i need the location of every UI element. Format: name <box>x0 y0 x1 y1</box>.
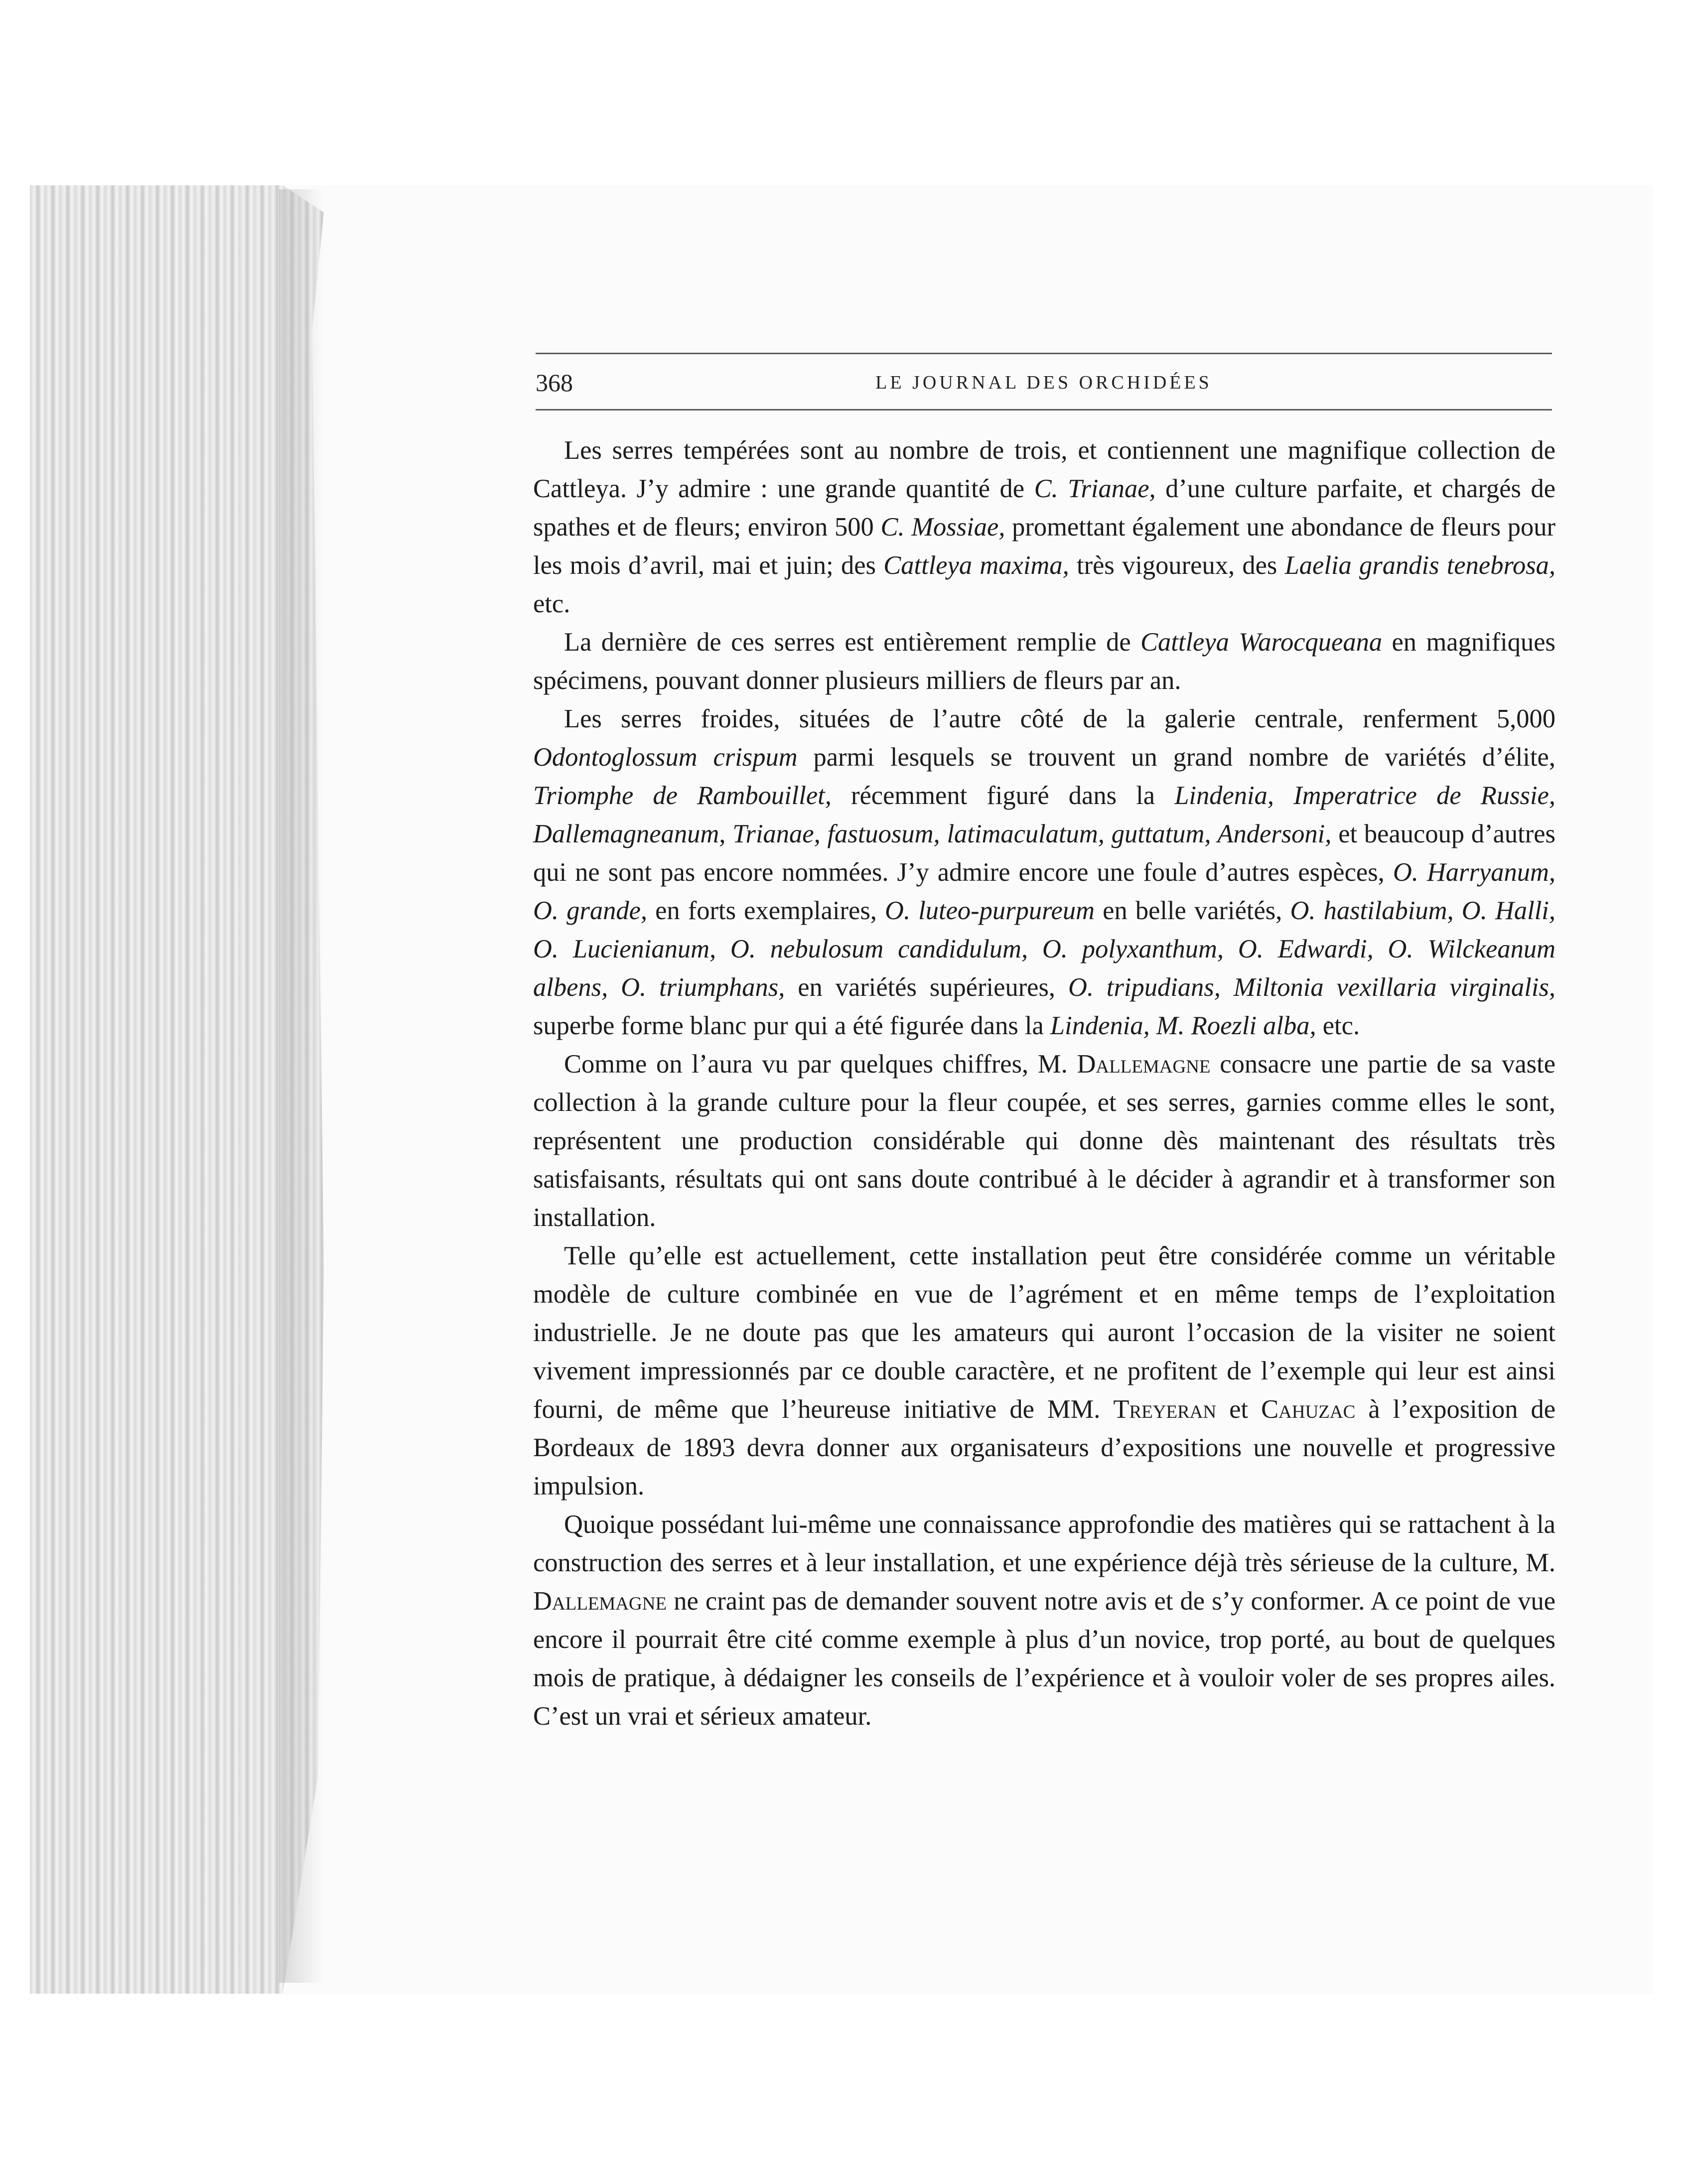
person-name: Cahuzac <box>1261 1395 1356 1424</box>
text-run: etc. <box>533 589 570 618</box>
person-name: Dallemagne <box>1077 1050 1211 1079</box>
text-run: Comme on l’aura vu par quelques chiffres, M. <box>564 1050 1077 1079</box>
text-run: ne craint pas de demander souvent notre avis et de s’y conformer. A ce point de vue encore il pourrait être cité comme exemple à plus d’un novice, trop porté, au bout de quelques mois de pratique, à dédaigner les conseils de l’expérience et à vouloir voler de ses propres ailes. C’est un vrai et sérieux amateur. <box>533 1587 1555 1731</box>
text-run: en belle variétés, <box>1095 896 1290 925</box>
species-name: Cattleya maxima, <box>883 551 1069 580</box>
running-title: LE JOURNAL DES ORCHIDÉES <box>875 372 1212 393</box>
text-run: promettant également une abondance de fleurs pour les mois d’avril, mai et juin; des <box>533 513 1556 580</box>
species-name: C. Mossiae, <box>880 513 1005 542</box>
text-run: en forts exemplaires, <box>647 896 885 925</box>
text-run: Les serres tempérées sont au nombre de trois, et contiennent une magnifique collection de Cattleya. J’y admire : une grande quantité de <box>533 436 1555 503</box>
text-run: et <box>1216 1395 1262 1424</box>
species-name: O. hastilabium, O. Halli, O. Lucienianum, O. nebulosum candidulum, O. polyxanthum, O. Edwardi, O. Wilckeanum albens, O. triumphans, <box>533 896 1555 1002</box>
paragraph-2 <box>533 623 1555 700</box>
paragraph-4 <box>533 1045 1555 1237</box>
header-rule-top <box>536 353 1552 354</box>
species-name: Laelia grandis tenebrosa, <box>1284 551 1555 580</box>
species-name: Lindenia, M. Roezli alba, <box>1050 1011 1316 1040</box>
text-run: parmi lesquels se trouvent un grand nombre de variétés d’élite, <box>797 743 1555 772</box>
gutter-shadow <box>279 189 324 1983</box>
species-name: Odontoglossum crispum <box>533 743 798 772</box>
paragraph-5 <box>533 1237 1555 1505</box>
person-name: Treyeran <box>1113 1395 1217 1424</box>
text-run: en magnifiques spécimens, pouvant donner plusieurs milliers de fleurs par an. <box>533 628 1555 695</box>
page-header <box>536 353 1552 410</box>
text-run: en variétés supérieures, <box>785 973 1068 1002</box>
page-number: 368 <box>536 369 573 397</box>
text-run: d’une culture parfaite, et chargés de spathes et de fleurs; environ 500 <box>533 474 1555 542</box>
species-name: Cattleya Warocqueana <box>1140 628 1383 657</box>
paragraph-3 <box>533 700 1555 1045</box>
species-name: Triomphe de Rambouillet, <box>533 781 832 810</box>
species-name: O. luteo-purpureum <box>885 896 1095 925</box>
species-name: O. tripudians, Miltonia vexillaria virginalis, <box>1068 973 1555 1002</box>
species-name: Lindenia, Imperatrice de Russie, Dallemagneanum, Trianae, fastuosum, latimaculatum, guttatum, Andersoni, <box>533 781 1555 848</box>
header-rule-bottom <box>536 409 1552 410</box>
text-run: superbe forme blanc pur qui a été figurée dans la <box>533 1011 1050 1040</box>
article-body <box>533 431 1555 1736</box>
text-run: etc. <box>1316 1011 1360 1040</box>
paragraph-6 <box>533 1505 1555 1736</box>
text-run: à l’exposition de Bordeaux de 1893 devra donner aux organisateurs d’expositions une nouvelle et progressive impulsion. <box>533 1395 1555 1501</box>
text-run: Telle qu’elle est actuellement, cette installation peut être considérée comme un véritable modèle de culture combinée en vue de l’agrément et en même temps de l’exploitation industrielle. Je ne doute pas que les amateurs qui auront l’occasion de la visiter ne soient vivement impressionnés par ce double caractère, et ne profitent de l’exemple qui leur est ainsi fourni, de même que l’heureuse initiative de MM. <box>533 1241 1555 1424</box>
text-run: très vigoureux, des <box>1069 551 1285 580</box>
text-run: Les serres froides, situées de l’autre côté de la galerie centrale, renferment 5,000 <box>564 704 1555 733</box>
text-run: et beaucoup d’autres qui ne sont pas encore nommées. J’y admire encore une foule d’autres espèces, <box>533 819 1555 887</box>
text-run: consacre une partie de sa vaste collection à la grande culture pour la fleur coupée, et ses serres, garnies comme elles le sont, représentent une production considérable qui donne dès maintenant des résultats très satisfaisants, résultats qui ont sans doute contribué à le décider à agrandir et à transformer son installation. <box>533 1050 1556 1232</box>
person-name: Dallemagne <box>533 1587 667 1616</box>
text-run: récemment figuré dans la <box>831 781 1175 810</box>
species-name: O. Harryanum, O. grande, <box>533 858 1556 925</box>
paragraph-1 <box>533 431 1555 623</box>
text-run: Quoique possédant lui-même une connaissance approfondie des matières qui se rattachent à la construction des serres et à leur installation, et une expérience déjà très sérieuse de la culture, M. <box>533 1510 1555 1577</box>
species-name: C. Trianae, <box>1034 474 1156 503</box>
text-run: La dernière de ces serres est entièrement remplie de <box>564 628 1141 657</box>
